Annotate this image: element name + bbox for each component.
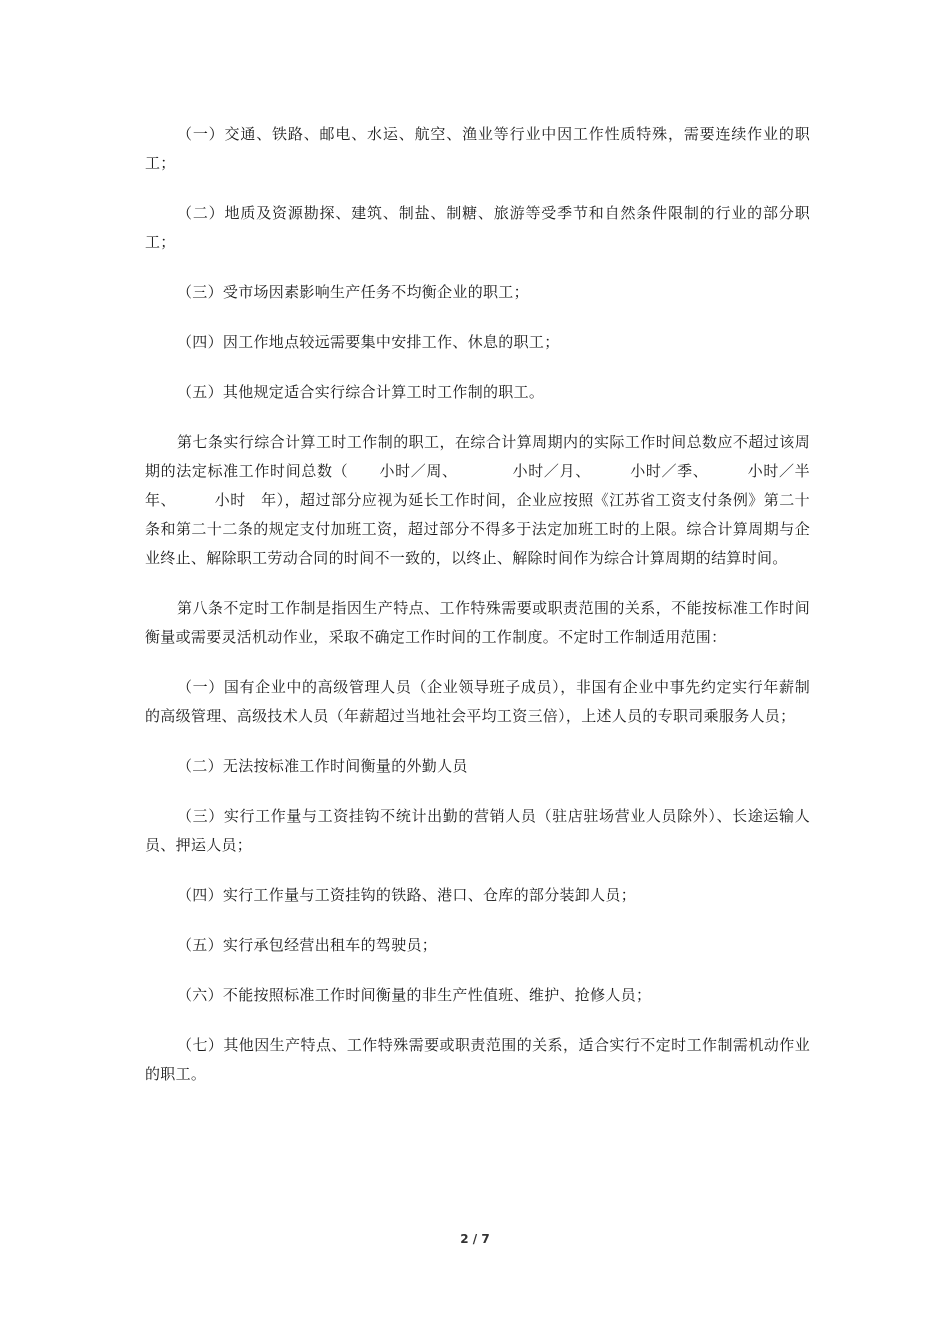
paragraph-item-2: （二）地质及资源勘探、建筑、制盐、制糖、旅游等受季节和自然条件限制的行业的部分职工；: [145, 204, 810, 251]
paragraph-item-1: （一）交通、铁路、邮电、水运、航空、渔业等行业中因工作性质特殊，需要连续作业的职工；: [145, 125, 810, 172]
paragraph-item-2b: （二）无法按标准工作时间衡量的外勤人员: [177, 757, 468, 775]
document-body: [145, 120, 810, 1110]
article-8-paragraph: 第八条不定时工作制是指因生产特点、工作特殊需要或职责范围的关系，不能按标准工作时间衡量或需要灵活机动作业，采取不确定工作时间的工作制度。不定时工作制适用范围：: [145, 599, 810, 646]
paragraph-item-6b: （六）不能按照标准工作时间衡量的非生产性值班、维护、抢修人员；: [177, 986, 652, 1004]
paragraph-item-5: （五）其他规定适合实行综合计算工时工作制的职工。: [177, 383, 545, 401]
paragraph-item-1b: （一）国有企业中的高级管理人员（企业领导班子成员），非国有企业中事先约定实行年薪制的高级管理、高级技术人员（年薪超过当地社会平均工资三倍），上述人员的专职司乘服务人员；: [145, 678, 810, 725]
paragraph-item-4: （四）因工作地点较远需要集中安排工作、休息的职工；: [177, 333, 560, 351]
page-number: 2 / 7: [460, 1232, 490, 1246]
paragraph-item-3b: （三）实行工作量与工资挂钩不统计出勤的营销人员（驻店驻场营业人员除外）、长途运输人员、押运人员；: [145, 807, 810, 854]
paragraph-item-7b: （七）其他因生产特点、工作特殊需要或职责范围的关系，适合实行不定时工作制需机动作业的职工。: [145, 1036, 810, 1083]
paragraph-item-5b: （五）实行承包经营出租车的驾驶员；: [177, 936, 438, 954]
article-7-paragraph: 第七条实行综合计算工时工作制的职工，在综合计算周期内的实际工作时间总数应不超过该周期的法定标准工作时间总数（ 小时／周、 小时／月、 小时／季、 小时／半年、 小时 年），超过部分应视为延长工作时间，企业应按照《江苏省工资支付条例》第二十条和第二十二条的规定支付加班工资，超过部分不得多于法定加班工时的上限。综合计算周期与企业终止、解除职工劳动合同的时间不一致的，以终止、解除时间作为综合计算周期的结算时间。: [145, 433, 810, 567]
paragraph-item-4b: （四）实行工作量与工资挂钩的铁路、港口、仓库的部分装卸人员；: [177, 886, 637, 904]
paragraph-item-3: （三）受市场因素影响生产任务不均衡企业的职工；: [177, 283, 529, 301]
